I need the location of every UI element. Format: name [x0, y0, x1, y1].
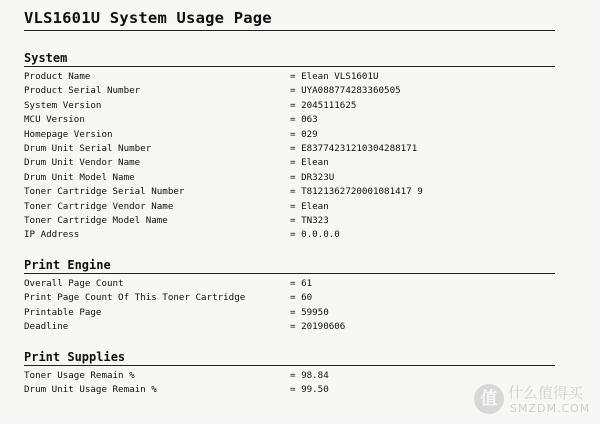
- table-row: [24, 185, 584, 199]
- row-value: = UYA088774283360505: [290, 85, 401, 97]
- table-row: [24, 320, 584, 334]
- table-row: [24, 113, 584, 127]
- watermark-site: SMZDM.COM: [510, 402, 591, 415]
- row-value: = 99.50: [290, 384, 329, 396]
- row-label: Toner Cartridge Vendor Name: [24, 200, 174, 212]
- table-row: [24, 156, 584, 170]
- print-engine-section: [24, 258, 584, 335]
- table-row: [24, 142, 584, 156]
- row-value: = TN323: [290, 214, 329, 226]
- section-title-print-engine: Print Engine: [24, 258, 111, 272]
- system-section: [24, 51, 584, 243]
- watermark: [474, 380, 594, 420]
- section-divider: [24, 66, 555, 67]
- print-engine-rows: [24, 277, 584, 335]
- table-row: [24, 128, 584, 142]
- page-title: VLS1601U System Usage Page: [24, 9, 272, 27]
- table-row: [24, 171, 584, 185]
- row-value: = 063: [290, 114, 318, 126]
- table-row: [24, 200, 584, 214]
- section-divider: [24, 273, 555, 274]
- system-rows: [24, 70, 584, 243]
- row-value: = 20190606: [290, 321, 346, 333]
- row-value: = Elean VLS1601U: [290, 71, 379, 82]
- section-divider: [24, 365, 555, 366]
- table-row: [24, 291, 584, 305]
- row-value: = Elean: [290, 200, 329, 212]
- row-value: = Elean: [290, 157, 329, 169]
- row-label: Product Serial Number: [24, 85, 141, 97]
- table-row: [24, 277, 584, 291]
- row-value: = 029: [290, 128, 318, 140]
- row-value: = 61: [290, 278, 313, 289]
- watermark-logo-icon: [474, 384, 504, 414]
- row-value: = 59950: [290, 306, 329, 318]
- title-divider: [24, 30, 555, 31]
- row-label: Deadline: [24, 321, 69, 333]
- row-label: Drum Unit Vendor Name: [24, 157, 141, 169]
- section-title-print-supplies: Print Supplies: [24, 350, 126, 364]
- row-label: Drum Unit Usage Remain %: [24, 384, 157, 396]
- row-label: Toner Usage Remain %: [24, 370, 135, 381]
- table-row: [24, 306, 584, 320]
- table-row: [24, 99, 584, 113]
- section-title-system: System: [24, 51, 68, 65]
- row-label: Homepage Version: [24, 128, 113, 140]
- row-value: = 0.0.0.0: [290, 229, 340, 241]
- row-value: = E83774231210304288171: [290, 142, 418, 154]
- table-row: [24, 70, 584, 84]
- row-label: Toner Cartridge Model Name: [24, 214, 168, 226]
- row-value: = 60: [290, 292, 313, 304]
- row-value: = T8121362720001081417 9: [290, 186, 423, 198]
- row-label: Drum Unit Serial Number: [24, 142, 152, 154]
- watermark-text: 什么值得买: [508, 384, 584, 402]
- row-value: = 2045111625: [290, 99, 357, 111]
- row-label: System Version: [24, 99, 102, 111]
- row-label: Drum Unit Model Name: [24, 171, 135, 183]
- row-value: = DR323U: [290, 171, 335, 183]
- row-label: MCU Version: [24, 114, 85, 126]
- table-row: [24, 214, 584, 228]
- row-value: = 98.84: [290, 370, 329, 381]
- row-label: Toner Cartridge Serial Number: [24, 186, 185, 198]
- table-row: [24, 228, 584, 242]
- row-label: Overall Page Count: [24, 278, 124, 289]
- watermark-logo-glyph: 值: [480, 389, 498, 409]
- row-label: Product Name: [24, 71, 91, 82]
- row-label: IP Address: [24, 229, 80, 241]
- row-label: Printable Page: [24, 306, 102, 318]
- row-label: Print Page Count Of This Toner Cartridge: [24, 292, 246, 304]
- table-row: [24, 84, 584, 98]
